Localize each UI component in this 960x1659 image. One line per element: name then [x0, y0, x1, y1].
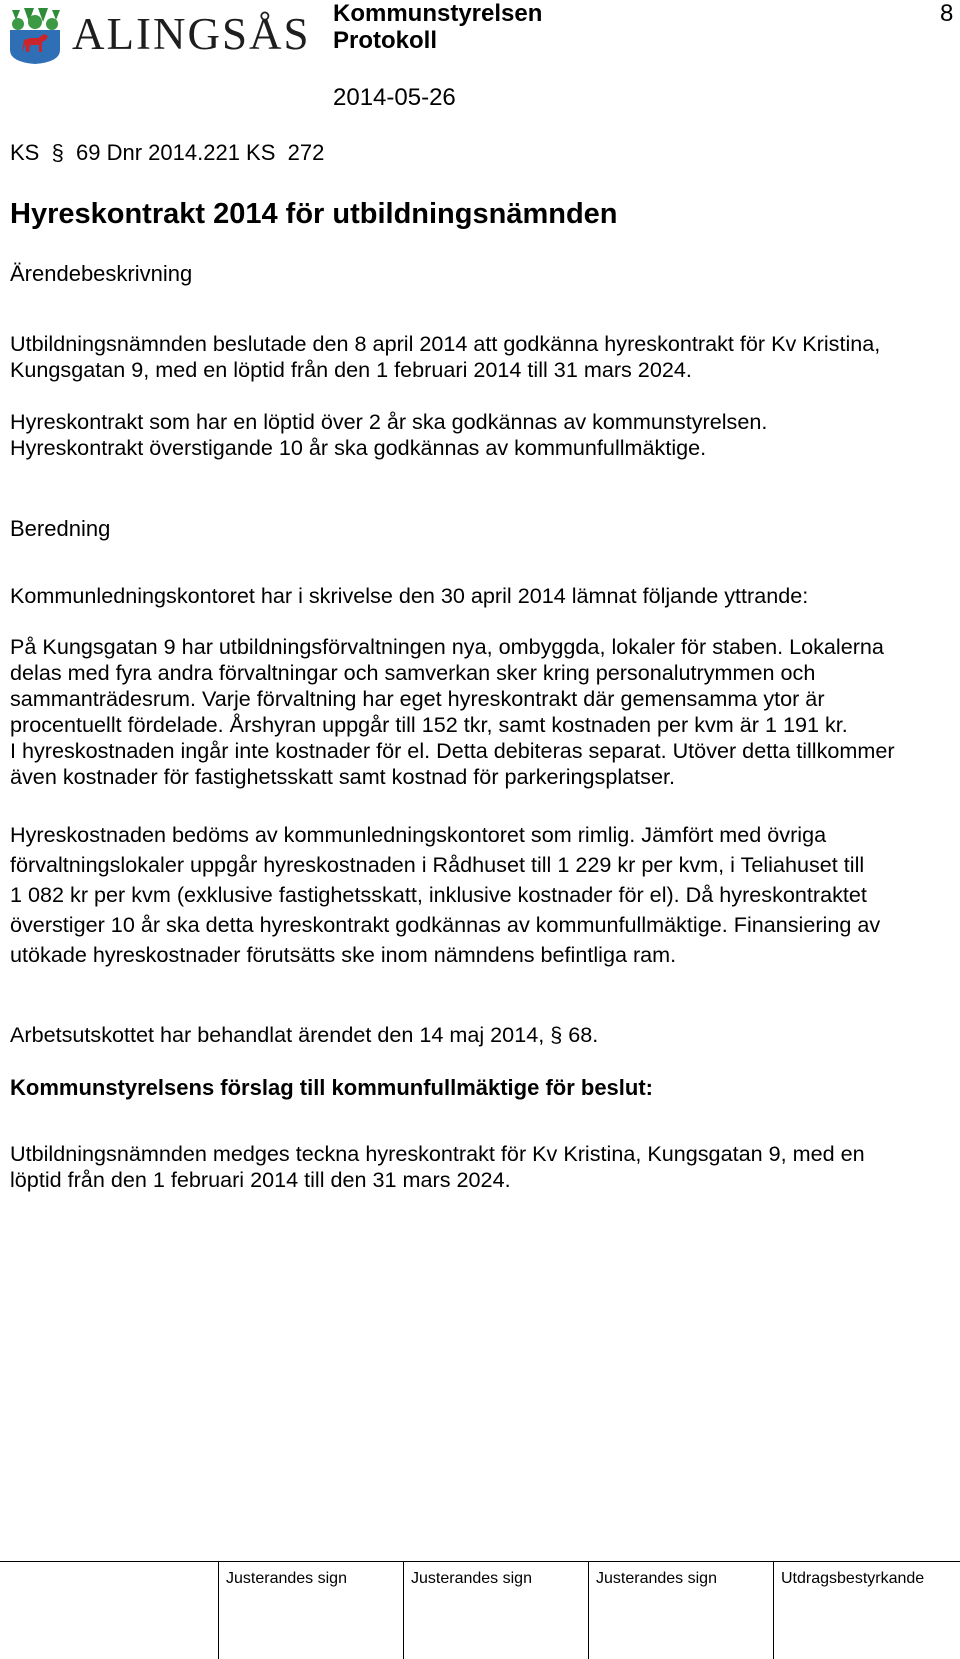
municipality-logo [8, 6, 311, 68]
footer-box-separator [773, 1561, 774, 1659]
meeting-date: 2014-05-26 [333, 84, 456, 111]
logo-text: ALINGSÅS [72, 9, 311, 59]
footer-box-separator [218, 1561, 219, 1659]
body-name: Kommunstyrelsen [333, 0, 543, 27]
footer-box-separator [588, 1561, 589, 1659]
signature-label: Justerandes sign [596, 1570, 717, 1587]
section-heading-beredning: Beredning [10, 516, 111, 541]
extract-certification-label: Utdragsbestyrkande [781, 1570, 925, 1587]
page-number: 8 [940, 0, 954, 27]
paragraph: Hyreskostnaden bedöms av kommunledningskontoret som rimlig. Jämfört med övriga förvaltningslokaler uppgår hyreskostnaden i Rådhuset till 1 229 kr per kvm, i Teliahuset till 1 082 kr per kvm (exklusive fastighetsskatt, inklusive kostnader för el). Då hyreskontraktet överstiger 10 år ska detta hyreskontrakt godkännas av kommunfullmäktige. Finansiering av utökade hyreskostnader förutsätts ske inom nämndens befintliga ram. [10, 822, 881, 967]
page-title: Hyreskontrakt 2014 för utbildningsnämnden [10, 198, 618, 230]
paragraph: Utbildningsnämnden beslutade den 8 april 2014 att godkänna hyreskontrakt för Kv Kristina, Kungsgatan 9, med en löptid från den 1 februari 2014 till 31 mars 2024. [10, 331, 881, 382]
footer-divider [0, 1561, 960, 1562]
signature-label: Justerandes sign [226, 1570, 347, 1587]
paragraph-arbetsutskott: Arbetsutskottet har behandlat ärendet den 14 maj 2014, § 68. [10, 1022, 599, 1047]
paragraph: Utbildningsnämnden medges teckna hyreskontrakt för Kv Kristina, Kungsgatan 9, med en löptid från den 1 februari 2014 till den 31 mars 2024. [10, 1141, 865, 1192]
paragraph: På Kungsgatan 9 har utbildningsförvaltningen nya, ombyggda, lokaler för staben. Lokalerna delas med fyra andra förvaltningar och samverkan sker kring personalutrymmen och sammanträdesrum. Varje förvaltning har eget hyreskontrakt där gemensamma ytor är procentuellt fördelade. Årshyran uppgår till 152 tkr, samt kostnaden per kvm är 1 191 kr. I hyreskostnaden ingår inte kostnader för el. Detta debiteras separat. Utöver detta tillkommer även kostnader för fastighetsskatt samt kostnad för parkeringsplatser. [10, 634, 895, 789]
footer-box-separator [403, 1561, 404, 1659]
coat-of-arms-icon [8, 6, 62, 64]
paragraph: Kommunledningskontoret har i skrivelse den 30 april 2014 lämnat följande yttrande: [10, 583, 809, 608]
document-type: Protokoll [333, 27, 438, 54]
section-heading-arendebeskrivning: Ärendebeskrivning [10, 261, 193, 286]
signature-label: Justerandes sign [411, 1570, 532, 1587]
case-reference: KS § 69 Dnr 2014.221 KS 272 [10, 140, 325, 165]
section-heading-forslag: Kommunstyrelsens förslag till kommunfullmäktige för beslut: [10, 1075, 653, 1100]
paragraph: Hyreskontrakt som har en löptid över 2 år ska godkännas av kommunstyrelsen. Hyreskontrakt överstigande 10 år ska godkännas av kommunfullmäktige. [10, 409, 768, 460]
